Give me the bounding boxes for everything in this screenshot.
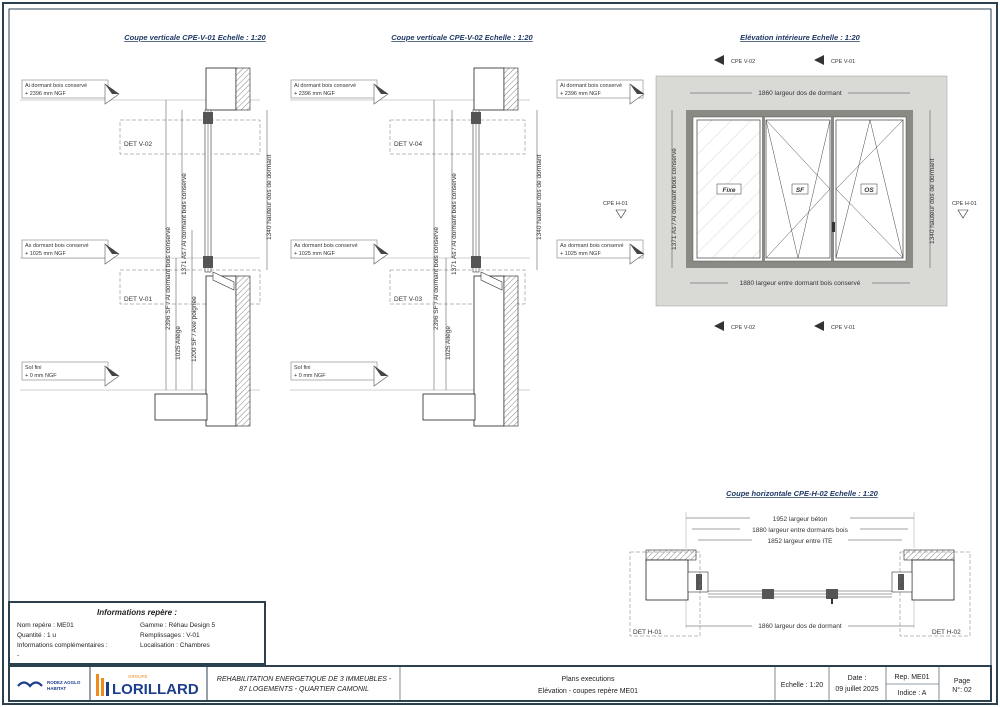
svg-text:HABITAT: HABITAT (47, 686, 67, 691)
dim-1371: 1371 As / Ai dormant bois conservé (451, 173, 458, 275)
section-title: Coupe horizontale CPE-H-02 Echelle : 1:20 (726, 489, 878, 498)
svg-text:+ 0 mm NGF: + 0 mm NGF (294, 373, 326, 379)
project-line-2: 87 LOGEMENTS - QUARTIER CAMONIL (239, 686, 369, 693)
info-remplissages: Remplissages : V-01 (140, 632, 200, 639)
detail-ref-left: DET H-01 (633, 629, 662, 636)
page-value: N°: 02 (952, 687, 972, 694)
svg-text:+ 2396 mm NGF: + 2396 mm NGF (560, 91, 601, 97)
section-title: Coupe verticale CPE-V-01 Echelle : 1:20 (124, 33, 266, 42)
svg-text:GROUPE: GROUPE (128, 674, 148, 679)
info-box (9, 602, 265, 664)
level-tag-ai (291, 80, 388, 104)
svg-text:+ 1025 mm NGF: + 1025 mm NGF (25, 251, 66, 257)
info-quantite: Quantité : 1 u (17, 632, 57, 639)
indice-value: Indice : A (897, 690, 927, 697)
dim-1200: 1200 SF / Axe poignée (191, 296, 198, 362)
level-tag-as (291, 240, 388, 264)
dim-1880: 1880 largeur entre dormants bois (752, 527, 848, 534)
info-title: Informations repère : (96, 608, 178, 617)
dim-1025: 1025 Allège (445, 326, 452, 360)
echelle: Echelle : 1:20 (780, 682, 824, 689)
page-label: Page (953, 678, 971, 685)
level-tag-ai (22, 80, 119, 104)
info-gamme: Gamme : Réhau Design 5 (140, 622, 216, 629)
section-title: Coupe verticale CPE-V-02 Echelle : 1:20 (391, 33, 533, 42)
dim-1025: 1025 Allège (175, 326, 182, 360)
svg-text:As dormant bois conservé: As dormant bois conservé (560, 243, 624, 249)
info-localisation: Localisation : Chambres (140, 642, 210, 649)
title-block (9, 666, 991, 701)
dim-1340: 1340 hauteur dos de dormant (536, 154, 543, 240)
cut-marker-v02-top: CPE V-02 (731, 59, 756, 65)
dim-left: 1371 As / Ai dormant bois conservé (671, 148, 678, 250)
svg-text:Sol fini: Sol fini (25, 365, 42, 371)
dim-2396: 2396 SF / Ai dormant bois conservé (433, 227, 440, 330)
leaf-label-fixe: Fixe (722, 187, 736, 194)
svg-text:+ 2396 mm NGF: + 2396 mm NGF (25, 91, 66, 97)
project-line-1: REHABILITATION ENERGETIQUE DE 3 IMMEUBLES - (216, 676, 392, 683)
section-cpe-v-02 (290, 33, 543, 426)
detail-ref-bottom: DET V-01 (124, 296, 153, 303)
level-tag-ai (557, 80, 644, 104)
cut-marker-v01-top: CPE V-01 (831, 59, 856, 65)
level-tag-sol (291, 362, 388, 386)
svg-text:Ai dormant bois conservé: Ai dormant bois conservé (25, 83, 88, 89)
cut-marker-h01-right: CPE H-01 (952, 201, 977, 207)
section-cpe-v-01 (20, 33, 273, 426)
section-cpe-h-02 (630, 489, 970, 636)
leaf-label-os: OS (864, 187, 874, 194)
dim-1860: 1860 largeur dos de dormant (758, 623, 842, 630)
info-complementaires: Informations complémentaires : (17, 642, 108, 649)
svg-text:Ai dormant bois conservé: Ai dormant bois conservé (294, 83, 357, 89)
dim-1371: 1371 As / Ai dormant bois conservé (181, 173, 188, 275)
dim-1852: 1852 largeur entre ITE (767, 538, 833, 545)
dim-top: 1860 largeur dos de dormant (758, 90, 842, 97)
plans-line-2: Elévation - coupes repère ME01 (538, 688, 638, 695)
svg-text:+ 1025 mm NGF: + 1025 mm NGF (294, 251, 335, 257)
cut-marker-v02-bottom: CPE V-02 (731, 325, 756, 331)
detail-ref-bottom: DET V-03 (394, 296, 423, 303)
dim-bottom: 1880 largeur entre dormant bois conservé (739, 280, 861, 287)
cut-marker-h01-left: CPE H-01 (603, 201, 628, 207)
level-tag-as (557, 240, 644, 264)
svg-text:Ai dormant bois conservé: Ai dormant bois conservé (560, 83, 623, 89)
date-value: 09 juillet 2025 (835, 686, 879, 693)
svg-text:+ 1025 mm NGF: + 1025 mm NGF (560, 251, 601, 257)
level-tag-as (22, 240, 119, 264)
dim-right: 1340 hauteur dos de dormant (929, 158, 936, 244)
detail-ref-top: DET V-02 (124, 141, 153, 148)
svg-text:+ 2396 mm NGF: + 2396 mm NGF (294, 91, 335, 97)
detail-ref-right: DET H-02 (932, 629, 961, 636)
plans-line-1: Plans executions (561, 676, 615, 683)
cut-marker-v01-bottom: CPE V-01 (831, 325, 856, 331)
info-dash: - (17, 652, 20, 659)
svg-text:LORILLARD: LORILLARD (112, 681, 199, 698)
date-label: Date : (847, 675, 867, 682)
svg-text:As dormant bois conservé: As dormant bois conservé (294, 243, 358, 249)
svg-text:As dormant bois conservé: As dormant bois conservé (25, 243, 89, 249)
elevation-interieure (557, 33, 977, 331)
dim-1340: 1340 hauteur dos de dormant (266, 154, 273, 240)
detail-ref-top: DET V-04 (394, 141, 423, 148)
svg-text:+ 0 mm NGF: + 0 mm NGF (25, 373, 57, 379)
leaf-label-sf: SF (795, 187, 805, 194)
dim-1952: 1952 largeur béton (772, 516, 828, 523)
info-nom: Nom repère : ME01 (17, 622, 74, 629)
level-tag-sol (22, 362, 119, 386)
section-title: Elévation intérieure Echelle : 1:20 (740, 33, 860, 42)
rep-value: Rep. ME01 (894, 674, 930, 681)
dim-2396: 2396 SF / Ai dormant bois conservé (165, 227, 172, 330)
svg-text:Sol fini: Sol fini (294, 365, 311, 371)
svg-text:RODEZ AGGLO: RODEZ AGGLO (47, 680, 81, 685)
